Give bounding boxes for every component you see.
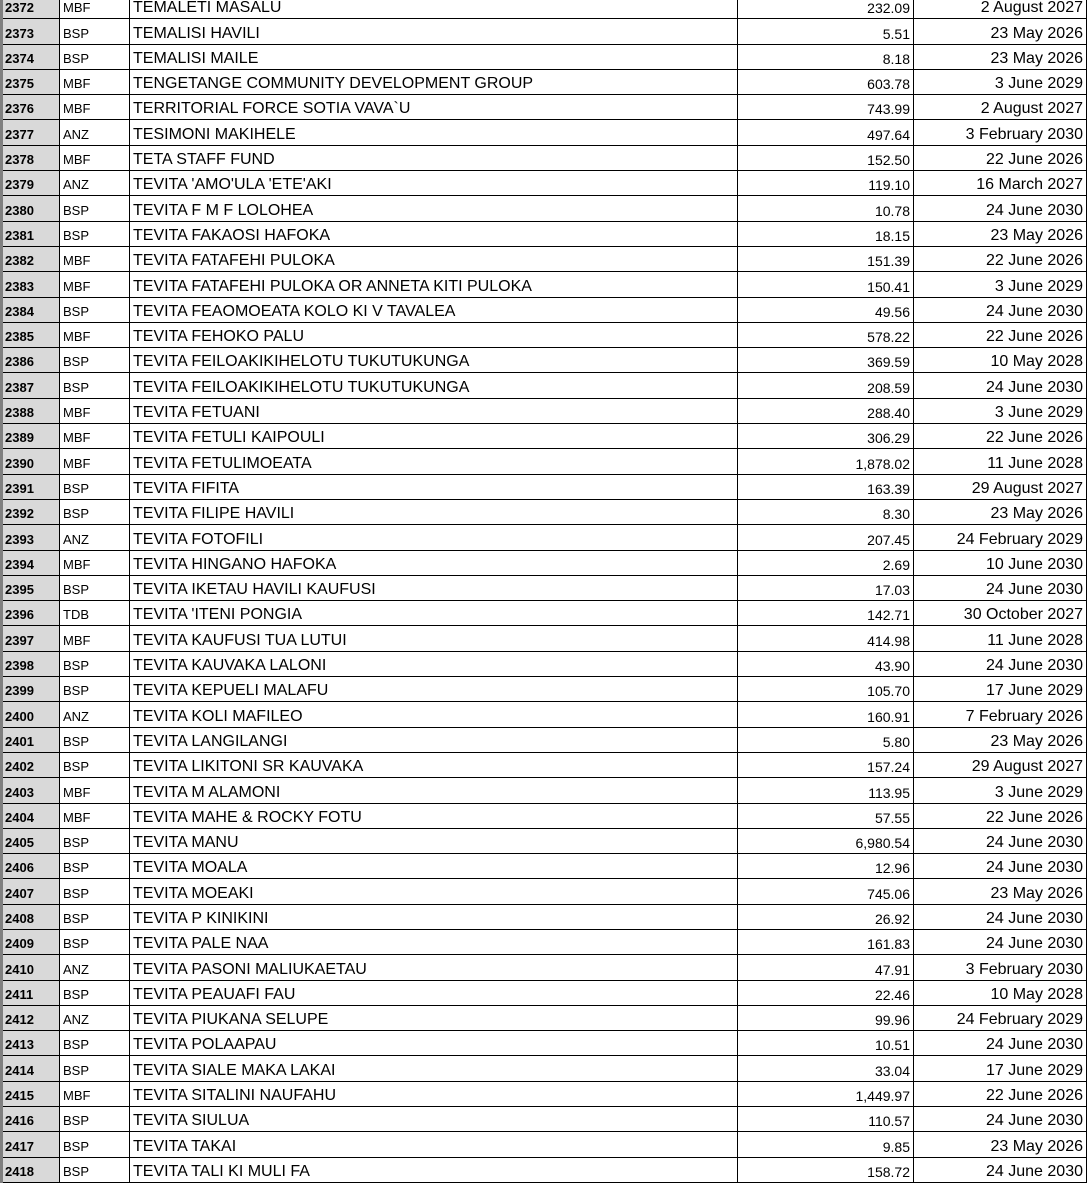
table-row [2, 44, 1087, 69]
date-cell: 2 August 2027 [914, 0, 1087, 19]
bank-code-cell: MBF [60, 95, 130, 120]
amount-cell: 1,449.97 [738, 1081, 914, 1106]
amount-cell: 17.03 [738, 575, 914, 600]
row-number-cell: 2380 [2, 196, 60, 221]
row-number-cell: 2396 [2, 601, 60, 626]
amount-cell: 150.41 [738, 272, 914, 297]
row-number-cell: 2412 [2, 1005, 60, 1030]
row-number-cell: 2397 [2, 626, 60, 651]
amount-cell: 18.15 [738, 221, 914, 246]
date-cell: 24 June 2030 [914, 904, 1087, 929]
date-cell: 17 June 2029 [914, 1056, 1087, 1081]
row-number-cell: 2409 [2, 929, 60, 954]
table-row [2, 424, 1087, 449]
account-name-cell: TEMALISI MAILE [130, 44, 738, 69]
date-cell: 17 June 2029 [914, 677, 1087, 702]
table-row [2, 980, 1087, 1005]
bank-code-cell: TDB [60, 601, 130, 626]
account-name-cell: TEVITA FETULIMOEATA [130, 449, 738, 474]
table-row [2, 626, 1087, 651]
table-row [2, 752, 1087, 777]
bank-code-cell: MBF [60, 803, 130, 828]
row-number-cell: 2403 [2, 778, 60, 803]
table-row [2, 727, 1087, 752]
bank-code-cell: MBF [60, 449, 130, 474]
account-name-cell: TEVITA KOLI MAFILEO [130, 702, 738, 727]
account-name-cell: TEVITA FOTOFILI [130, 525, 738, 550]
row-number-cell: 2379 [2, 171, 60, 196]
date-cell: 3 June 2029 [914, 272, 1087, 297]
bank-code-cell: BSP [60, 677, 130, 702]
amount-cell: 5.51 [738, 19, 914, 44]
date-cell: 22 June 2026 [914, 803, 1087, 828]
account-name-cell: TEVITA FEILOAKIKIHELOTU TUKUTUKUNGA [130, 373, 738, 398]
row-number-cell: 2405 [2, 828, 60, 853]
amount-cell: 8.18 [738, 44, 914, 69]
bank-code-cell: ANZ [60, 1005, 130, 1030]
row-number-cell: 2395 [2, 575, 60, 600]
row-number-cell: 2407 [2, 879, 60, 904]
account-name-cell: TEVITA P KINIKINI [130, 904, 738, 929]
table-row [2, 449, 1087, 474]
bank-code-cell: BSP [60, 19, 130, 44]
amount-cell: 157.24 [738, 752, 914, 777]
table-row [2, 196, 1087, 221]
date-cell: 24 June 2030 [914, 1107, 1087, 1132]
bank-code-cell: BSP [60, 1107, 130, 1132]
account-name-cell: TEVITA SITALINI NAUFAHU [130, 1081, 738, 1106]
bank-code-cell: MBF [60, 398, 130, 423]
row-number-cell: 2402 [2, 752, 60, 777]
row-number-cell: 2374 [2, 44, 60, 69]
row-number-cell: 2389 [2, 424, 60, 449]
row-number-cell: 2372 [2, 0, 60, 19]
table-row [2, 19, 1087, 44]
amount-cell: 158.72 [738, 1157, 914, 1182]
table-row [2, 499, 1087, 524]
amount-cell: 57.55 [738, 803, 914, 828]
table-row [2, 246, 1087, 271]
table-row [2, 651, 1087, 676]
bank-code-cell: BSP [60, 575, 130, 600]
bank-code-cell: ANZ [60, 955, 130, 980]
amount-cell: 26.92 [738, 904, 914, 929]
date-cell: 23 May 2026 [914, 499, 1087, 524]
table-row [2, 297, 1087, 322]
amount-cell: 208.59 [738, 373, 914, 398]
bank-code-cell: BSP [60, 1031, 130, 1056]
table-row [2, 398, 1087, 423]
account-name-cell: TEVITA FATAFEHI PULOKA [130, 246, 738, 271]
date-cell: 23 May 2026 [914, 879, 1087, 904]
account-name-cell: TEVITA SIULUA [130, 1107, 738, 1132]
table-row [2, 69, 1087, 94]
account-name-cell: TEVITA LANGILANGI [130, 727, 738, 752]
row-number-cell: 2377 [2, 120, 60, 145]
table-row [2, 778, 1087, 803]
amount-cell: 2.69 [738, 550, 914, 575]
account-name-cell: TEMALISI HAVILI [130, 19, 738, 44]
bank-code-cell: BSP [60, 1056, 130, 1081]
amount-cell: 578.22 [738, 322, 914, 347]
table-row [2, 1031, 1087, 1056]
table-row [2, 955, 1087, 980]
amount-cell: 10.51 [738, 1031, 914, 1056]
row-number-cell: 2390 [2, 449, 60, 474]
bank-code-cell: BSP [60, 348, 130, 373]
row-number-cell: 2398 [2, 651, 60, 676]
date-cell: 24 June 2030 [914, 651, 1087, 676]
bank-code-cell: BSP [60, 297, 130, 322]
table-row [2, 575, 1087, 600]
row-number-cell: 2408 [2, 904, 60, 929]
row-number-cell: 2418 [2, 1157, 60, 1182]
bank-code-cell: BSP [60, 854, 130, 879]
row-number-cell: 2373 [2, 19, 60, 44]
row-number-cell: 2399 [2, 677, 60, 702]
amount-cell: 22.46 [738, 980, 914, 1005]
account-name-cell: TENGETANGE COMMUNITY DEVELOPMENT GROUP [130, 69, 738, 94]
account-name-cell: TEVITA FAKAOSI HAFOKA [130, 221, 738, 246]
amount-cell: 152.50 [738, 145, 914, 170]
row-number-cell: 2416 [2, 1107, 60, 1132]
bank-code-cell: BSP [60, 44, 130, 69]
amount-cell: 6,980.54 [738, 828, 914, 853]
table-row [2, 677, 1087, 702]
amount-cell: 47.91 [738, 955, 914, 980]
date-cell: 24 June 2030 [914, 575, 1087, 600]
amount-cell: 142.71 [738, 601, 914, 626]
date-cell: 16 March 2027 [914, 171, 1087, 196]
table-row [2, 525, 1087, 550]
account-name-cell: TEVITA FEAOMOEATA KOLO KI V TAVALEA [130, 297, 738, 322]
row-number-cell: 2392 [2, 499, 60, 524]
account-name-cell: TEVITA POLAAPAU [130, 1031, 738, 1056]
row-number-cell: 2417 [2, 1132, 60, 1157]
table-row [2, 803, 1087, 828]
account-name-cell: TEVITA FETULI KAIPOULI [130, 424, 738, 449]
row-number-cell: 2387 [2, 373, 60, 398]
amount-cell: 119.10 [738, 171, 914, 196]
bank-code-cell: BSP [60, 828, 130, 853]
amount-cell: 745.06 [738, 879, 914, 904]
table-row [2, 373, 1087, 398]
bank-code-cell: MBF [60, 322, 130, 347]
table-row [2, 348, 1087, 373]
date-cell: 23 May 2026 [914, 19, 1087, 44]
account-name-cell: TEVITA 'AMO'ULA 'ETE'AKI [130, 171, 738, 196]
bank-code-cell: BSP [60, 752, 130, 777]
bank-code-cell: ANZ [60, 525, 130, 550]
row-number-cell: 2386 [2, 348, 60, 373]
row-number-cell: 2381 [2, 221, 60, 246]
account-name-cell: TEVITA IKETAU HAVILI KAUFUSI [130, 575, 738, 600]
amount-cell: 207.45 [738, 525, 914, 550]
account-name-cell: TEVITA M ALAMONI [130, 778, 738, 803]
bank-code-cell: BSP [60, 727, 130, 752]
bank-code-cell: MBF [60, 0, 130, 19]
table-row [2, 95, 1087, 120]
account-name-cell: TEVITA PALE NAA [130, 929, 738, 954]
date-cell: 7 February 2026 [914, 702, 1087, 727]
account-name-cell: TEVITA LIKITONI SR KAUVAKA [130, 752, 738, 777]
bank-code-cell: MBF [60, 272, 130, 297]
table-body [2, 0, 1087, 1182]
row-number-cell: 2375 [2, 69, 60, 94]
table-row [2, 1005, 1087, 1030]
account-name-cell: TEVITA MOALA [130, 854, 738, 879]
table-row [2, 272, 1087, 297]
row-number-cell: 2382 [2, 246, 60, 271]
account-name-cell: TEVITA TALI KI MULI FA [130, 1157, 738, 1182]
row-number-cell: 2410 [2, 955, 60, 980]
bank-code-cell: BSP [60, 929, 130, 954]
table-row [2, 474, 1087, 499]
amount-cell: 497.64 [738, 120, 914, 145]
account-name-cell: TEVITA MOEAKI [130, 879, 738, 904]
date-cell: 23 May 2026 [914, 727, 1087, 752]
date-cell: 3 February 2030 [914, 955, 1087, 980]
amount-cell: 414.98 [738, 626, 914, 651]
date-cell: 24 June 2030 [914, 828, 1087, 853]
date-cell: 11 June 2028 [914, 449, 1087, 474]
row-number-cell: 2400 [2, 702, 60, 727]
account-name-cell: TEVITA PEAUAFI FAU [130, 980, 738, 1005]
amount-cell: 5.80 [738, 727, 914, 752]
table-row [2, 828, 1087, 853]
row-number-cell: 2411 [2, 980, 60, 1005]
table-row [2, 1132, 1087, 1157]
amount-cell: 161.83 [738, 929, 914, 954]
bank-code-cell: MBF [60, 1081, 130, 1106]
date-cell: 10 May 2028 [914, 980, 1087, 1005]
amount-cell: 113.95 [738, 778, 914, 803]
table-row [2, 929, 1087, 954]
amount-cell: 232.09 [738, 0, 914, 19]
account-name-cell: TEVITA PASONI MALIUKAETAU [130, 955, 738, 980]
account-name-cell: TETA STAFF FUND [130, 145, 738, 170]
date-cell: 11 June 2028 [914, 626, 1087, 651]
date-cell: 23 May 2026 [914, 44, 1087, 69]
date-cell: 29 August 2027 [914, 752, 1087, 777]
row-number-cell: 2383 [2, 272, 60, 297]
date-cell: 22 June 2026 [914, 145, 1087, 170]
date-cell: 22 June 2026 [914, 424, 1087, 449]
amount-cell: 163.39 [738, 474, 914, 499]
account-name-cell: TEVITA FATAFEHI PULOKA OR ANNETA KITI PULOKA [130, 272, 738, 297]
table-row [2, 854, 1087, 879]
bank-code-cell: BSP [60, 879, 130, 904]
amount-cell: 1,878.02 [738, 449, 914, 474]
date-cell: 22 June 2026 [914, 246, 1087, 271]
table-row [2, 879, 1087, 904]
bank-code-cell: BSP [60, 904, 130, 929]
date-cell: 29 August 2027 [914, 474, 1087, 499]
account-name-cell: TEVITA MAHE & ROCKY FOTU [130, 803, 738, 828]
amount-cell: 110.57 [738, 1107, 914, 1132]
date-cell: 3 June 2029 [914, 69, 1087, 94]
bank-code-cell: MBF [60, 550, 130, 575]
row-number-cell: 2406 [2, 854, 60, 879]
row-number-cell: 2414 [2, 1056, 60, 1081]
account-name-cell: TEVITA FEHOKO PALU [130, 322, 738, 347]
bank-code-cell: BSP [60, 1132, 130, 1157]
account-name-cell: TEVITA F M F LOLOHEA [130, 196, 738, 221]
account-name-cell: TEVITA FETUANI [130, 398, 738, 423]
bank-code-cell: BSP [60, 1157, 130, 1182]
date-cell: 24 June 2030 [914, 297, 1087, 322]
account-name-cell: TEVITA FEILOAKIKIHELOTU TUKUTUKUNGA [130, 348, 738, 373]
table-row [2, 1056, 1087, 1081]
table-row [2, 1157, 1087, 1182]
table-row [2, 1081, 1087, 1106]
date-cell: 23 May 2026 [914, 221, 1087, 246]
table-row [2, 1107, 1087, 1132]
table-row [2, 145, 1087, 170]
row-number-cell: 2413 [2, 1031, 60, 1056]
bank-code-cell: BSP [60, 373, 130, 398]
table-row [2, 322, 1087, 347]
date-cell: 3 June 2029 [914, 778, 1087, 803]
bank-code-cell: ANZ [60, 702, 130, 727]
date-cell: 24 June 2030 [914, 196, 1087, 221]
bank-code-cell: MBF [60, 424, 130, 449]
amount-cell: 49.56 [738, 297, 914, 322]
row-number-cell: 2393 [2, 525, 60, 550]
account-name-cell: TEVITA FIFITA [130, 474, 738, 499]
account-name-cell: TESIMONI MAKIHELE [130, 120, 738, 145]
row-number-cell: 2404 [2, 803, 60, 828]
date-cell: 24 June 2030 [914, 1031, 1087, 1056]
row-number-cell: 2376 [2, 95, 60, 120]
bank-code-cell: MBF [60, 246, 130, 271]
account-name-cell: TEVITA 'ITENI PONGIA [130, 601, 738, 626]
row-number-cell: 2391 [2, 474, 60, 499]
row-number-cell: 2401 [2, 727, 60, 752]
row-number-cell: 2385 [2, 322, 60, 347]
account-name-cell: TEVITA SIALE MAKA LAKAI [130, 1056, 738, 1081]
account-name-cell: TEMALETI MASALU [130, 0, 738, 19]
amount-cell: 105.70 [738, 677, 914, 702]
date-cell: 22 June 2026 [914, 1081, 1087, 1106]
bank-code-cell: BSP [60, 651, 130, 676]
account-name-cell: TEVITA KAUVAKA LALONI [130, 651, 738, 676]
bank-code-cell: BSP [60, 980, 130, 1005]
bank-code-cell: MBF [60, 626, 130, 651]
date-cell: 10 May 2028 [914, 348, 1087, 373]
date-cell: 2 August 2027 [914, 95, 1087, 120]
bank-code-cell: BSP [60, 196, 130, 221]
bank-code-cell: BSP [60, 474, 130, 499]
account-name-cell: TEVITA TAKAI [130, 1132, 738, 1157]
amount-cell: 743.99 [738, 95, 914, 120]
date-cell: 24 June 2030 [914, 854, 1087, 879]
account-name-cell: TEVITA KEPUELI MALAFU [130, 677, 738, 702]
bank-code-cell: ANZ [60, 171, 130, 196]
account-name-cell: TEVITA PIUKANA SELUPE [130, 1005, 738, 1030]
amount-cell: 369.59 [738, 348, 914, 373]
account-name-cell: TEVITA KAUFUSI TUA LUTUI [130, 626, 738, 651]
bank-code-cell: MBF [60, 145, 130, 170]
amount-cell: 288.40 [738, 398, 914, 423]
date-cell: 24 February 2029 [914, 1005, 1087, 1030]
amount-cell: 12.96 [738, 854, 914, 879]
row-number-cell: 2388 [2, 398, 60, 423]
row-number-cell: 2394 [2, 550, 60, 575]
bank-code-cell: BSP [60, 221, 130, 246]
row-number-cell: 2415 [2, 1081, 60, 1106]
date-cell: 3 June 2029 [914, 398, 1087, 423]
amount-cell: 9.85 [738, 1132, 914, 1157]
account-name-cell: TEVITA HINGANO HAFOKA [130, 550, 738, 575]
bank-code-cell: BSP [60, 499, 130, 524]
amount-cell: 603.78 [738, 69, 914, 94]
amount-cell: 151.39 [738, 246, 914, 271]
table-row [2, 702, 1087, 727]
date-cell: 24 June 2030 [914, 929, 1087, 954]
table-row [2, 904, 1087, 929]
amount-cell: 33.04 [738, 1056, 914, 1081]
date-cell: 3 February 2030 [914, 120, 1087, 145]
table-row [2, 221, 1087, 246]
amount-cell: 99.96 [738, 1005, 914, 1030]
date-cell: 24 June 2030 [914, 1157, 1087, 1182]
amount-cell: 160.91 [738, 702, 914, 727]
table-row [2, 120, 1087, 145]
date-cell: 23 May 2026 [914, 1132, 1087, 1157]
bank-code-cell: ANZ [60, 120, 130, 145]
account-name-cell: TEVITA FILIPE HAVILI [130, 499, 738, 524]
account-name-cell: TEVITA MANU [130, 828, 738, 853]
table-row [2, 171, 1087, 196]
date-cell: 24 February 2029 [914, 525, 1087, 550]
table-row [2, 550, 1087, 575]
date-cell: 10 June 2030 [914, 550, 1087, 575]
amount-cell: 8.30 [738, 499, 914, 524]
row-number-cell: 2384 [2, 297, 60, 322]
table-row [2, 0, 1087, 19]
amount-cell: 43.90 [738, 651, 914, 676]
date-cell: 22 June 2026 [914, 322, 1087, 347]
bank-code-cell: MBF [60, 778, 130, 803]
bank-code-cell: MBF [60, 69, 130, 94]
amount-cell: 10.78 [738, 196, 914, 221]
account-name-cell: TERRITORIAL FORCE SOTIA VAVA`U [130, 95, 738, 120]
row-number-cell: 2378 [2, 145, 60, 170]
date-cell: 24 June 2030 [914, 373, 1087, 398]
amount-cell: 306.29 [738, 424, 914, 449]
date-cell: 30 October 2027 [914, 601, 1087, 626]
table-row [2, 601, 1087, 626]
